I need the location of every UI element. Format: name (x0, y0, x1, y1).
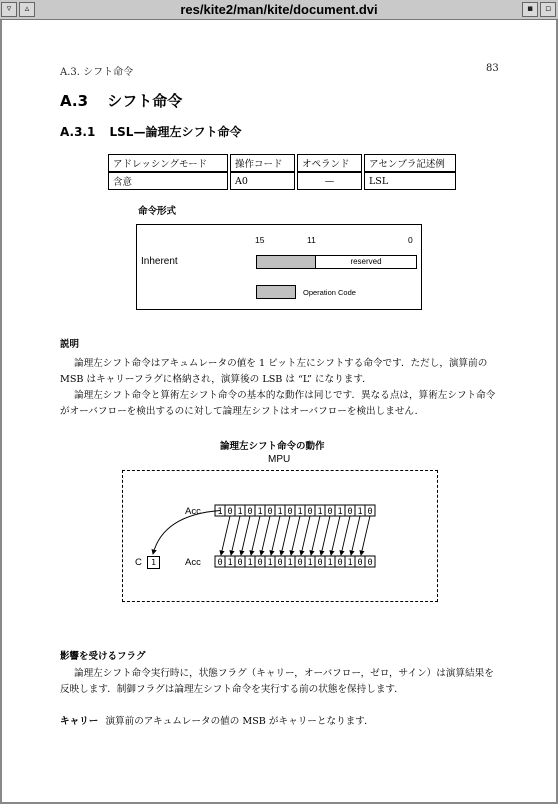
acc-after-bit: 0 (337, 558, 343, 568)
carry-definition (60, 713, 374, 727)
acc-after-bit: 1 (327, 558, 333, 568)
shift-arrow (281, 516, 290, 555)
table-row (108, 172, 456, 190)
section-title: シフト命令 (107, 92, 183, 110)
shift-arrow (241, 516, 250, 555)
bit-label-11: 11 (307, 235, 316, 245)
acc-before-bit: 1 (277, 507, 283, 517)
carry-term: キャリー (60, 716, 99, 727)
shift-arrow (321, 516, 330, 555)
acc-before-bit: 0 (287, 507, 293, 517)
acc-before-bit: 1 (317, 507, 323, 517)
acc-after-bit: 0 (317, 558, 323, 568)
window-titlebar (0, 0, 558, 20)
shift-arrow (341, 516, 350, 555)
shift-diagram-svg (123, 471, 437, 601)
mpu-label: MPU (268, 454, 291, 465)
shift-arrow (251, 516, 260, 555)
carry-description: 演算前のアキュムレータの値の MSB がキャリーとなります． (105, 716, 374, 727)
description-paragraph-1: 論理左シフト命令はアキュムレータの値を 1 ビット左にシフトする命令です．ただし，演算前の MSB はキャリーフラグに格納され，演算後の LSB は “L” になります． (60, 358, 488, 385)
acc-after-bit: 0 (277, 558, 283, 568)
subsection-heading (60, 123, 241, 140)
table-header-cell: 操作コード (230, 154, 295, 172)
window-menu-icon[interactable]: ▿ (1, 2, 17, 17)
shift-arrow (261, 516, 270, 555)
mpu-box (122, 470, 438, 602)
shift-arrow (311, 516, 320, 555)
shift-arrow (301, 516, 310, 555)
format-mode-label: Inherent (141, 256, 178, 267)
acc-after-bit: 0 (367, 558, 373, 568)
acc-after-bit: 0 (357, 558, 363, 568)
table-cell: 含意 (108, 172, 228, 190)
acc-before-bit: 1 (257, 507, 263, 517)
table-header-cell: アドレッシングモード (108, 154, 228, 172)
table-header-cell: アセンブラ記述例 (364, 154, 456, 172)
description-paragraph-2: 論理左シフト命令と算術左シフト命令の基本的な動作は同じです．異なる点は，算術左シフト命令がオーバフローを検出するのに対して論理左シフトはオーバフローを検出しません． (60, 390, 496, 417)
window-title: res/kite2/man/kite/document.dvi (180, 2, 378, 17)
acc-label-before: Acc (185, 506, 201, 517)
carry-bit: 1 (147, 556, 160, 569)
shift-arrow (271, 516, 280, 555)
acc-before-bit: 0 (367, 507, 373, 517)
acc-after-bit: 1 (347, 558, 353, 568)
table-cell: — (297, 172, 362, 190)
description-heading: 説明 (60, 339, 80, 350)
shift-arrow (291, 516, 300, 555)
acc-after-bit: 1 (307, 558, 313, 568)
carry-label: C (135, 557, 142, 568)
running-header-section: A.3. シフト命令 (60, 67, 134, 78)
acc-before-bit: 1 (357, 507, 363, 517)
acc-before-bit: 0 (247, 507, 253, 517)
instruction-format-box (136, 224, 422, 310)
acc-before-bit: 1 (297, 507, 303, 517)
bit-label-0: 0 (408, 235, 413, 245)
legend-label: Operation Code (303, 288, 356, 297)
table-cell: A0 (230, 172, 295, 190)
maximize-button[interactable]: ▫ (540, 2, 556, 17)
reserved-field: reserved (316, 255, 417, 269)
window-shade-icon[interactable]: ▵ (19, 2, 35, 17)
shift-arrow (361, 516, 370, 555)
acc-before-bit: 0 (307, 507, 313, 517)
acc-before-bit: 1 (217, 507, 223, 517)
acc-label-after: Acc (185, 557, 201, 568)
subsection-title: LSL—論理左シフト命令 (109, 125, 242, 139)
table-header-cell: オペランド (297, 154, 362, 172)
acc-before-bit: 0 (227, 507, 233, 517)
acc-after-bit: 1 (227, 558, 233, 568)
shift-arrow (351, 516, 360, 555)
shift-arrow (221, 516, 230, 555)
subsection-number: A.3.1 (60, 125, 96, 139)
bit-label-15: 15 (255, 235, 265, 245)
shift-arrow (331, 516, 340, 555)
section-number: A.3 (60, 92, 89, 110)
table-header-row (108, 154, 456, 172)
format-heading: 命令形式 (138, 206, 177, 217)
acc-after-bit: 0 (257, 558, 263, 568)
acc-after-bit: 0 (237, 558, 243, 568)
legend-swatch (256, 285, 296, 299)
section-heading (60, 90, 182, 111)
addressing-mode-table (106, 154, 458, 190)
acc-after-bit: 1 (247, 558, 253, 568)
acc-before-bit: 0 (347, 507, 353, 517)
acc-before-bit: 0 (267, 507, 273, 517)
table-cell: LSL (364, 172, 456, 190)
diagram-title: 論理左シフト命令の動作 (220, 441, 325, 452)
acc-after-bit: 1 (287, 558, 293, 568)
acc-before-bit: 1 (237, 507, 243, 517)
acc-after-bit: 0 (217, 558, 223, 568)
shift-arrow (231, 516, 240, 555)
flags-heading: 影響を受けるフラグ (60, 651, 146, 662)
msb-to-carry-arrow (153, 511, 220, 555)
acc-before-bit: 0 (327, 507, 333, 517)
acc-after-bit: 1 (267, 558, 273, 568)
opcode-field (256, 255, 316, 269)
page-number: 83 (486, 63, 499, 74)
acc-after-bit: 0 (297, 558, 303, 568)
flags-paragraph: 論理左シフト命令実行時に，状態フラグ（キャリー，オーバフロー，ゼロ，サイン）は演算結果を反映します．制御フラグは論理左シフト命令を実行する前の状態を保持します． (60, 668, 494, 695)
acc-before-bit: 1 (337, 507, 343, 517)
minimize-button[interactable]: ▪ (522, 2, 538, 17)
